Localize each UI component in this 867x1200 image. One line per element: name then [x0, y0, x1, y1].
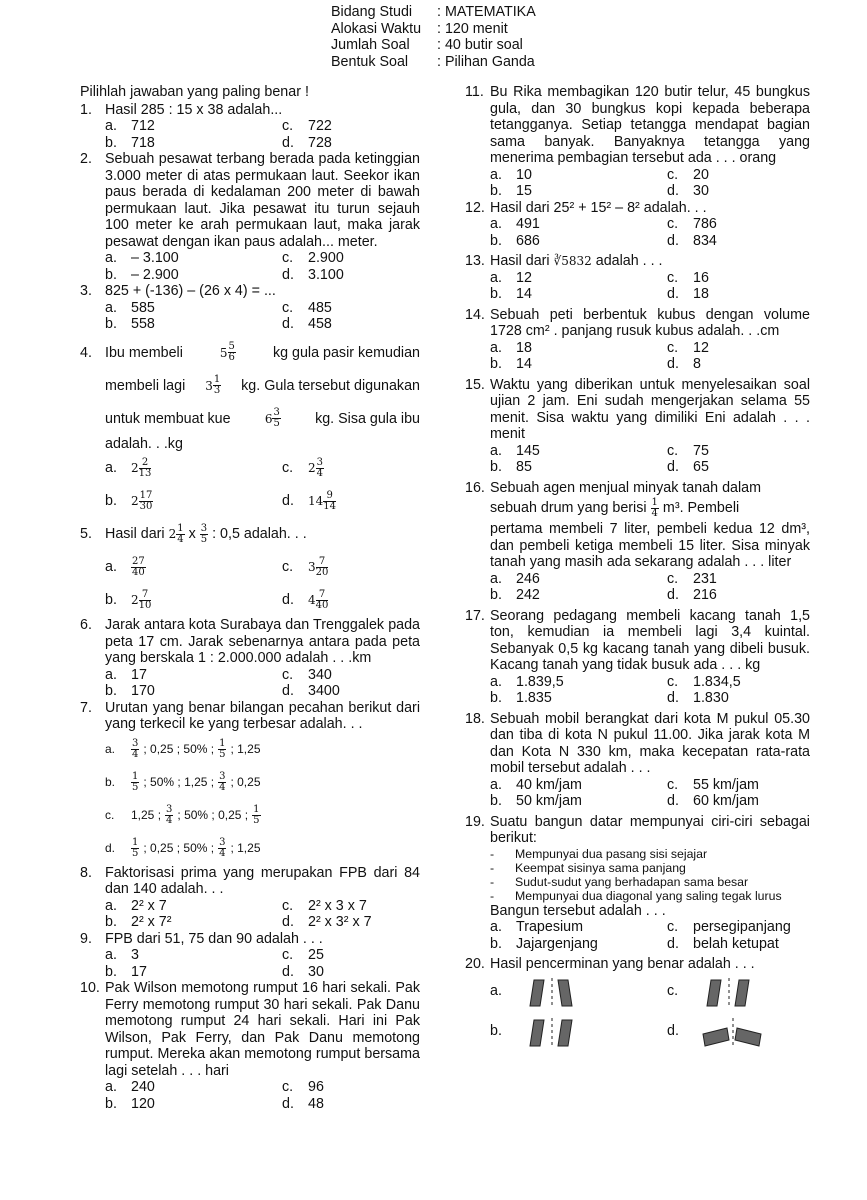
- option-a: a. 712: [105, 118, 155, 134]
- option-d: d. 834: [667, 232, 717, 249]
- option-d: d. $\frac{1}{5}$ ; 0,25 ; 50% ; $\frac{3}{4}$ ; 1,25: [105, 836, 261, 859]
- question-20: [465, 956, 810, 1048]
- option-a: a. 2² x 7: [105, 897, 167, 914]
- question-text: Pak Wilson memotong rumput 16 hari sekali. Pak Ferry memotong rumput 30 hari sekali. Pak Danu memotong rumput 24 hari sekali. Hari ini Pak Wilson, Pak Ferry, dan Pak Danu memotong rumput. Mereka akan memotong rumput bersama lagi setelah . . . hari: [105, 980, 420, 1079]
- option-a: a. 2 $\frac{2}{13}$: [105, 456, 152, 479]
- question-number: 10.: [80, 980, 100, 996]
- option-d: d. 1.830: [667, 690, 729, 706]
- option-c: c. 96: [282, 1079, 324, 1095]
- question-number: 8.: [80, 864, 92, 881]
- parallelogram-figure: [699, 976, 759, 1008]
- question-text: Hasil pencerminan yang benar adalah . . .: [490, 956, 755, 972]
- option-b: b. 120: [105, 1095, 155, 1112]
- feature-item: Keempat sisinya sama panjang: [515, 860, 686, 875]
- option-a: a. 491: [490, 216, 540, 232]
- option-a: a. 10: [490, 166, 532, 183]
- question-text: Sebuah peti berbentuk kubus dengan volume 1728 cm² . panjang rusuk kubus adalah. . .cm: [490, 306, 810, 339]
- question-7: [80, 700, 420, 865]
- option-d: d. 3.100: [282, 266, 344, 283]
- feature-item: Mempunyai dua diagonal yang saling tegak lurus: [515, 888, 782, 903]
- option-b: b. 686: [490, 232, 540, 249]
- instruction: Pilihlah jawaban yang paling benar !: [80, 84, 309, 100]
- option-d: d. 216: [667, 587, 717, 603]
- option-d: d.: [667, 1016, 810, 1048]
- option-d: d. belah ketupat: [667, 935, 779, 952]
- question-2: [80, 151, 420, 283]
- option-b: b. 14: [490, 286, 532, 302]
- option-b: b. 50 km/jam: [490, 793, 582, 809]
- option-c: c. 722: [282, 118, 332, 134]
- question-number: 6.: [80, 617, 92, 633]
- question-number: 13.: [465, 253, 485, 269]
- header-value: : Pilihan Ganda: [437, 53, 535, 70]
- question-text: Hasil dari 25² + 15² – 8² adalah. . .: [490, 199, 707, 216]
- parallelogram-figure: [522, 1016, 582, 1048]
- feature-item: Sudut-sudut yang berhadapan sama besar: [515, 874, 749, 889]
- question-text: Faktorisasi prima yang merupakan FPB dari 84 dan 140 adalah. . .: [105, 864, 420, 897]
- header-key: Alokasi Waktu: [331, 20, 422, 37]
- question-number: 1.: [80, 101, 92, 118]
- option-a: a. $\frac{27}{40}$: [105, 555, 145, 578]
- option-a: a. 18: [490, 339, 532, 356]
- question-9: [80, 931, 420, 981]
- question-text: Jarak antara kota Surabaya dan Trenggalek pada peta 17 cm. Jarak sebenarnya antara pada peta yang berskala 1 : 2.000.000 adalah . . .km: [105, 617, 420, 666]
- question-number: 5.: [80, 526, 92, 542]
- question-number: 9.: [80, 930, 92, 947]
- question-text: Suatu bangun datar mempunyai ciri-ciri sebagai berikut:: [490, 813, 810, 846]
- question-number: 4.: [80, 344, 92, 361]
- question-3: [80, 283, 420, 333]
- option-b: b. $\frac{1}{5}$ ; 50% ; 1,25 ; $\frac{3}{4}$ ; 0,25: [105, 770, 261, 793]
- question-text: Urutan yang benar bilangan pecahan berikut dari yang terkecil ke yang terbesar adalah. . .: [105, 699, 420, 732]
- question-number: 19.: [465, 813, 485, 830]
- option-c: c. 786: [667, 216, 717, 232]
- question-10: [80, 980, 420, 1112]
- question-text: Hasil dari 2 $\frac{1}{4}$ x $\frac{3}{5}$ : 0,5 adalah. . .: [105, 522, 307, 545]
- option-a: a. 40 km/jam: [490, 776, 582, 793]
- option-d: d. 18: [667, 286, 709, 302]
- question-1: [80, 102, 420, 152]
- option-c: c. 485: [282, 299, 332, 316]
- question-5: [80, 518, 420, 617]
- option-c: c. 20: [667, 166, 709, 183]
- option-c: c. 3 $\frac{7}{20}$: [282, 555, 329, 578]
- option-b: b.: [490, 1016, 667, 1048]
- header-key: Bidang Studi: [331, 4, 413, 20]
- option-c: c. 2² x 3 x 7: [282, 897, 367, 914]
- option-b: b. 15: [490, 183, 532, 199]
- option-a: a. 3: [105, 947, 139, 963]
- header-value: : MATEMATIKA: [437, 4, 536, 20]
- option-d: d. 2² x 3² x 7: [282, 914, 372, 930]
- option-c: c. 75: [667, 442, 709, 459]
- header-value: : 120 menit: [437, 20, 508, 37]
- option-b: b. 718: [105, 134, 155, 151]
- question-16: 16. Sebuah agen menjual minyak tanah dalam sebuah drum yang berisi $\frac{1}{4}$ m³. Pembeli pertama membeli 7 liter, pembeli kedua 12 dm³, dan pembeli ketiga membeli 15 liter. Sisa minyak tanah yang masih ada sekarang adalah . . . liter a. 246 c. 231 b. 242 d. 216: [465, 479, 810, 603]
- question-number: 12.: [465, 199, 485, 216]
- option-b: b. 242: [490, 587, 540, 603]
- option-d: d. 30: [667, 183, 709, 199]
- option-b: b. 2² x 7²: [105, 914, 172, 930]
- question-15: [465, 377, 810, 476]
- question-number: 3.: [80, 283, 92, 299]
- option-a: a. $\frac{3}{4}$ ; 0,25 ; 50% ; $\frac{1}{5}$ ; 1,25: [105, 737, 261, 760]
- option-b: b. Jajargenjang: [490, 935, 598, 952]
- question-18: [465, 711, 810, 810]
- question-number: 7.: [80, 699, 92, 716]
- question-text: Hasil 285 : 15 x 38 adalah...: [105, 101, 283, 118]
- option-d: d. 60 km/jam: [667, 793, 759, 809]
- option-b: b. 17: [105, 963, 147, 980]
- header-key: Bentuk Soal: [331, 53, 409, 70]
- option-a: a. Trapesium: [490, 919, 584, 935]
- option-c: c. 231: [667, 570, 717, 587]
- option-b: b. 2 $\frac{17}{30}$: [105, 489, 153, 512]
- option-b: b. 14: [490, 356, 532, 372]
- option-d: d. 3400: [282, 683, 340, 699]
- option-a: a. 145: [490, 442, 540, 459]
- option-c: c. 1,25 ; $\frac{3}{4}$ ; 50% ; 0,25 ; $\frac{1}{5}$: [105, 803, 260, 826]
- option-d: d. 48: [282, 1095, 324, 1112]
- option-b: b. 85: [490, 459, 532, 475]
- parallelogram-figure: [699, 1016, 765, 1048]
- question-text: Bu Rika membagikan 120 butir telur, 45 bungkus gula, dan 30 bungkus kopi kepada beberapa tetangganya. Setiap tetangga mendapat bagian sama banyak. Banyaknya tetangga yang menerima pembagian tersebut ada . . . orang: [490, 84, 810, 166]
- option-c: c. 55 km/jam: [667, 776, 759, 793]
- option-b: b. 558: [105, 316, 155, 332]
- feature-list: - Mempunyai dua pasang sisi sejajar - Keempat sisinya sama panjang - Sudut-sudut yang berhadapan sama besar - Mempunyai dua diagonal yang saling tegak lurus: [490, 846, 782, 903]
- question-text: Seorang pedagang membeli kacang tanah 1,5 ton, kemudian ia membeli lagi 3,4 kuintal. Sebanyak 0,5 kg kacang tanah yang dibeli busuk. Kacang tanah yang tidak busuk ada . . . kg: [490, 607, 810, 673]
- option-a: a. 240: [105, 1079, 155, 1095]
- option-b: b. 170: [105, 683, 155, 699]
- question-8: [80, 865, 420, 931]
- left-column: [80, 84, 420, 1112]
- option-a: a. 585: [105, 299, 155, 316]
- question-text: Sebuah agen menjual minyak tanah dalam: [490, 479, 762, 496]
- option-d: d. 30: [282, 963, 324, 980]
- question-4: 4. Ibu membeli 5 $\frac{5}{6}$ kg gula pasir kemudian membeli lagi 3 $\frac{1}{3}$ kg. Gula tersebut digunakan untuk membuat kue 6 $\frac{3}{5}$ kg. Sisa gula ibu adalah. . .kg a. 2 $\frac{2}{13}$ c. 2 $\frac{3}{4}$ b. 2 $\frac{17}{30}$ d. 14 $\frac{9}{14}$: [80, 337, 420, 519]
- header-key: Jumlah Soal: [331, 37, 410, 54]
- option-a: a. 12: [490, 269, 532, 286]
- question-number: 20.: [465, 956, 485, 972]
- question-number: 16.: [465, 479, 485, 496]
- feature-item: Mempunyai dua pasang sisi sejajar: [515, 846, 708, 861]
- option-c: c. 12: [667, 339, 709, 356]
- question-number: 15.: [465, 376, 485, 393]
- question-text: 825 + (-136) – (26 x 4) = ...: [105, 283, 276, 299]
- question-14: [465, 307, 810, 373]
- option-c: c.: [667, 976, 810, 1008]
- option-d: d. 65: [667, 459, 709, 475]
- option-b: b. 1.835: [490, 690, 552, 706]
- question-number: 17.: [465, 607, 485, 624]
- option-c: c. 2.900: [282, 250, 344, 266]
- question-text: Sebuah mobil berangkat dari kota M pukul 05.30 dan tiba di kota N pukul 11.00. Jika jarak kota M dan Kota N 330 km, maka kecepatan rata-rata mobil tersebut adalah . . .: [490, 710, 810, 776]
- question-text: Hasil dari ∛5832 adalah . . .: [490, 253, 663, 269]
- question-text: Ibu membeli 5 $\frac{5}{6}$ kg gula pasir kemudian: [105, 341, 420, 364]
- option-d: d. 14 $\frac{9}{14}$: [282, 489, 337, 512]
- exam-header: [331, 4, 536, 70]
- option-a: a. 1.839,5: [490, 673, 564, 690]
- option-d: d. 458: [282, 316, 332, 332]
- option-a: a. 246: [490, 570, 540, 587]
- option-a: a. – 3.100: [105, 250, 179, 266]
- question-11: [465, 84, 810, 200]
- option-c: c. 25: [282, 947, 324, 963]
- option-d: d. 8: [667, 356, 701, 372]
- question-number: 11.: [465, 84, 484, 100]
- right-column: 11. Bu Rika membagikan 120 butir telur, 45 bungkus gula, dan 30 bungkus kopi kepada beberapa tetangganya. Setiap tetangga mendapat bagian sama banyak. Banyaknya tetangga yang menerima pembagian tersebut ada . . . orang a. 10 c. 20 b. 15 d. 30 12. Hasil dari 25² + 15² – 8² adalah. . . a. 491 c. 786 b. 686 d. 834 13. Hasil dari ∛5832 adalah . . . a. 12 c. 16 b. 14 d. 18 14. Sebuah peti berbentuk kubus dengan volume 1728 cm² . panjang rusuk kubus adalah. . .cm a. 18 c. 12 b. 14 d. 8 15. Waktu yang diberikan untuk menyelesaikan soal ujian 2 jam. Eni sudah mengerjakan selama 55 menit. Sisa waktu yang dimiliki Eni adalah . . . menit a. 145 c. 75 b. 85 d. 65 16. Sebuah agen menjual minyak tanah dalam sebuah drum yang berisi $\frac{1}{4}$ m³. Pembeli pertama membeli 7 liter, pembeli kedua 12 dm³, dan pembeli ketiga membeli 15 liter. Sisa minyak tanah yang masih ada sekarang adalah . . . liter a. 246 c. 231 b. 242 d. 216 17. Seorang pedagang membeli kacang tanah 1,5 ton, kemudian ia membeli lagi 3,4 kuintal. Sebanyak 0,5 kg kacang tanah yang dibeli busuk. Kacang tanah yang tidak busuk ada . . . kg a. 1.839,5 c. 1.834,5 b. 1.835 d. 1.830 18. Sebuah mobil berangkat dari kota M pukul 05.30 dan tiba di kota N pukul 11.00. Jika jarak kota M dan Kota N 330 km, maka kecepatan rata-rata mobil tersebut adalah . . . a. 40 km/jam c. 55 km/jam b. 50 km/jam d. 60 km/jam 19. Suatu bangun datar mempunyai ciri-ciri sebagai berikut: - Mempunyai dua pasang sisi sejajar - Keempat sisinya sama panjang - Sudut-sudut yang berhadapan sama besar - Mempunyai dua diagonal yang saling tegak lurus Bangun tersebut adalah . . . a. Trapesium c. persegipanjang b. Jajargenjang d. belah ketupat 20. Hasil pencerminan yang benar adalah . . . a. c. b. d.: [465, 84, 810, 1048]
- question-text: Waktu yang diberikan untuk menyelesaikan soal ujian 2 jam. Eni sudah mengerjakan selama 55 menit. Sisa waktu yang dimiliki Eni adalah . . . menit: [490, 376, 810, 442]
- question-number: 14.: [465, 306, 485, 323]
- option-c: c. persegipanjang: [667, 919, 791, 935]
- question-17: [465, 608, 810, 707]
- header-value: : 40 butir soal: [437, 37, 523, 54]
- option-a: a.: [490, 976, 667, 1008]
- option-c: c. 2 $\frac{3}{4}$: [282, 456, 324, 479]
- question-19: [465, 814, 810, 847]
- option-d: d. 4 $\frac{7}{40}$: [282, 588, 329, 611]
- question-13: [465, 253, 810, 303]
- question-text: Sebuah pesawat terbang berada pada ketinggian 3.000 meter di atas permukaan laut. Seekor ikan paus berada di kedalaman 200 meter di bawah permukaan laut. Jika pesawat itu turun sejauh 100 meter ke arah permukaan laut, maka jarak pesawat dengan ikan paus adalah... meter.: [105, 151, 420, 250]
- option-c: c. 16: [667, 269, 709, 286]
- question-6: [80, 617, 420, 700]
- question-number: 18.: [465, 710, 485, 727]
- question-12: [465, 200, 810, 250]
- option-b: b. – 2.900: [105, 266, 179, 283]
- option-a: a. 17: [105, 666, 147, 683]
- parallelogram-figure: [522, 976, 582, 1008]
- option-b: b. 2 $\frac{7}{10}$: [105, 588, 152, 611]
- option-d: d. 728: [282, 134, 332, 151]
- question-number: 2.: [80, 151, 92, 167]
- option-c: c. 1.834,5: [667, 673, 741, 690]
- option-c: c. 340: [282, 666, 332, 683]
- question-text: FPB dari 51, 75 dan 90 adalah . . .: [105, 930, 323, 947]
